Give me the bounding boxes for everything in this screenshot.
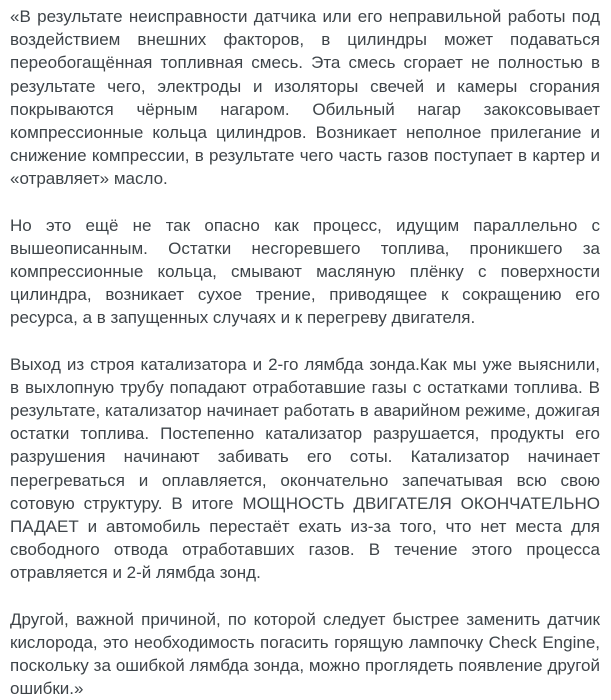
paragraph-catalyst-failure: Выход из строя катализатора и 2-го лямбда зонда.Как мы уже выяснили, в выхлопную трубу попадают отработавшие газы с остатками топлива. В результате, катализатор начинает работать в аварийном режиме, дожигая остатки топлива. Постепенно катализатор разрушается, продукты его разрушения начинают забивать его соты. Катализатор начинает перегреваться и оплавляется, окончательно запечатывая всю свою сотовую структуру. В итоге МОЩНОСТЬ ДВИГАТЕЛЯ ОКОНЧАТЕЛЬНО ПАДАЕТ и автомобиль перестаёт ехать из-за того, что нет места для свободного отвода отработавших газов. В течение этого процесса отравляется и 2-й лямбда зонд. — [10, 354, 600, 583]
paragraph-dry-friction: Но это ещё не так опасно как процесс, идущим параллельно с вышеописанным. Остатки несгоревшего топлива, проникшего за компрессионные кольца, смывают масляную плёнку с поверхности цилиндра, возникает сухое трение, приводящее к сокращению его ресурса, а в запущенных случаях и к перегреву двигателя. — [10, 215, 600, 328]
paragraph-check-engine: Другой, важной причиной, по которой следует быстрее заменить датчик кислорода, это необходимость погасить горящую лампочку Check Engine, поскольку за ошибкой лямбда зонда, можно проглядеть появление другой ошибки.» — [10, 609, 600, 699]
paragraph-fuel-mixture: «В результате неисправности датчика или его неправильной работы под воздействием внешних факторов, в цилиндры может подаваться переобогащённая топливная смесь. Эта смесь сгорает не полностью в результате чего, электроды и изоляторы свечей и камеры сгорания покрываются чёрным нагаром. Обильный нагар закоксовывает компрессионные кольца цилиндров. Возникает неполное прилегание и снижение компрессии, в результате чего часть газов поступает в картер и «отравляет» масло. — [10, 7, 600, 189]
